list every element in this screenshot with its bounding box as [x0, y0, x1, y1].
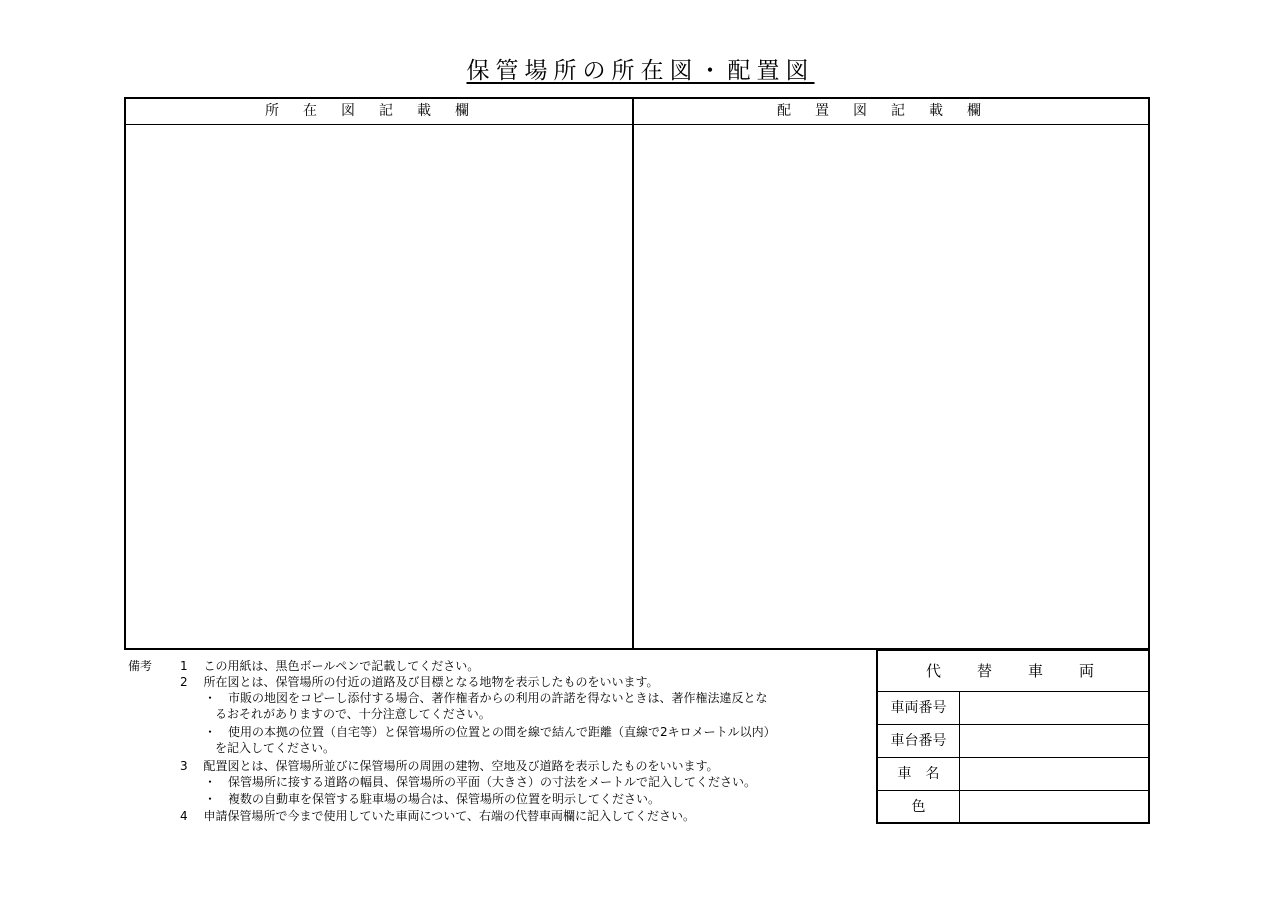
replacement-vehicle-header: 代替車両: [925, 662, 1130, 680]
remark-line: 1 この用紙は、黒色ボールペンで記載してください。: [180, 659, 480, 673]
remark-line: ・ 使用の本拠の位置（自宅等）と保管場所の位置との間を線で結んで距離（直線で2キロメートル以内）: [204, 725, 776, 739]
header-divider: [126, 124, 1148, 125]
remark-line: ・ 複数の自動車を保管する駐車場の場合は、保管場所の位置を明示してください。: [204, 792, 661, 806]
remarks-label: 備考: [128, 659, 153, 673]
remark-line: 2 所在図とは、保管場所の付近の道路及び目標となる地物を表示したものをいいます。: [180, 675, 659, 689]
page-title: [0, 52, 1281, 85]
vehicle-number-label: 車両番号: [890, 700, 947, 716]
chassis-number-field[interactable]: [960, 725, 1148, 758]
vehicle-name-field[interactable]: [960, 758, 1148, 791]
remark-line: ・ 保管場所に接する道路の幅員、保管場所の平面（大きさ）の寸法をメートルで記入してください。: [204, 775, 757, 789]
chassis-number-label: 車台番号: [890, 733, 947, 749]
remark-line: 4 申請保管場所で今まで使用していた車両について、右端の代替車両欄に記入してください。: [180, 809, 695, 823]
replacement-vehicle-table: [876, 649, 1150, 824]
vehicle-name-label: 車 名: [897, 766, 940, 782]
color-label: 色: [911, 799, 926, 815]
layout-map-header: 配置図記載欄: [777, 103, 1005, 119]
page-title-text: 保管場所の所在図・配置図: [466, 58, 815, 84]
location-map-area[interactable]: [126, 126, 632, 648]
layout-map-area[interactable]: [634, 126, 1148, 648]
remark-line: るおそれがありますので、十分注意してください。: [215, 707, 491, 721]
map-table: [124, 97, 1150, 650]
color-field[interactable]: [960, 791, 1148, 824]
remark-line: を記入してください。: [215, 741, 336, 755]
location-map-header: 所在図記載欄: [265, 103, 493, 119]
remark-line: 3 配置図とは、保管場所並びに保管場所の周囲の建物、空地及び道路を表示したものをいいます。: [180, 759, 719, 773]
remark-line: ・ 市販の地図をコピーし添付する場合、著作権者からの利用の許諾を得ないときは、著作権法違反とな: [204, 691, 768, 705]
vehicle-number-field[interactable]: [960, 692, 1148, 725]
